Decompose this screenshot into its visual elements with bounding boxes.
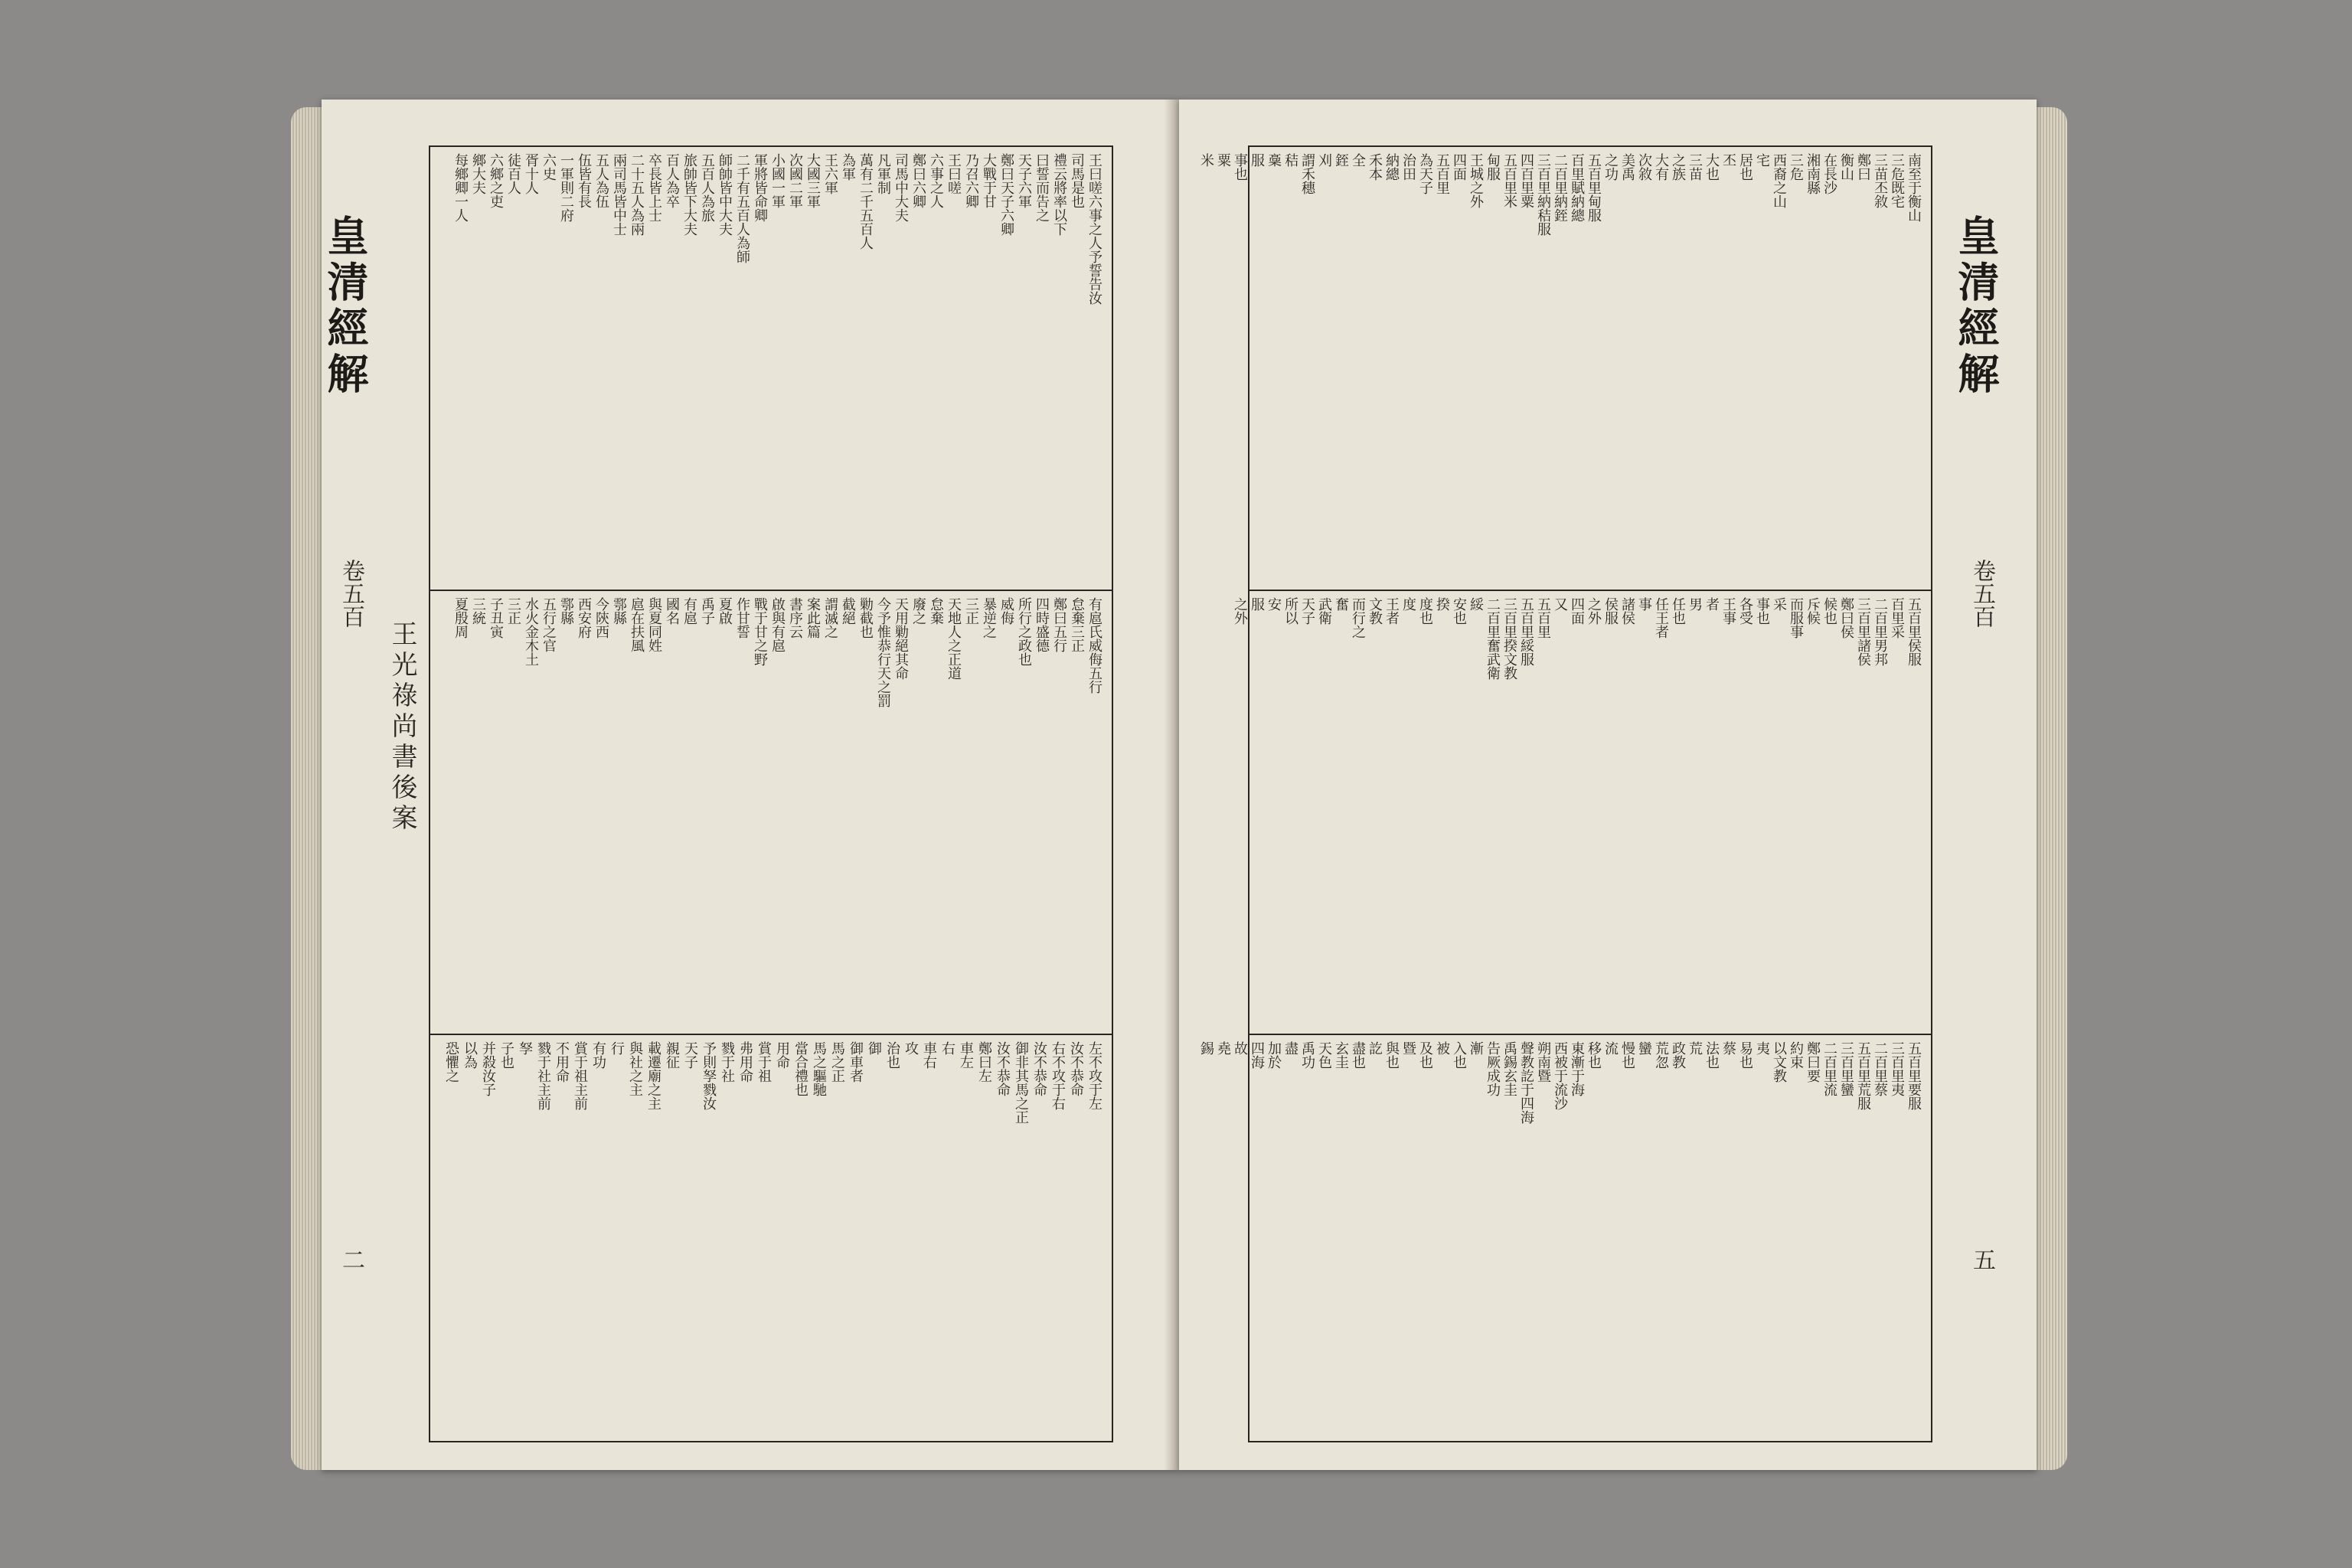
text-column: 右不攻于右 <box>1050 1041 1066 1110</box>
text-column: 王曰嗟 <box>946 153 962 194</box>
text-column: 二百里流 <box>1821 1041 1838 1096</box>
left-text-band-middle <box>436 597 1102 1026</box>
text-column: 四百里粟 <box>1518 153 1534 208</box>
text-column: 王六軍 <box>822 153 838 194</box>
text-column: 王者 <box>1383 597 1400 625</box>
text-column: 國名 <box>664 597 680 625</box>
text-column: 安也 <box>1451 597 1467 625</box>
text-column: 禹功 <box>1299 1041 1315 1069</box>
text-column: 水火金木土 <box>523 597 539 666</box>
text-column: 右 <box>939 1041 956 1055</box>
text-column: 全 <box>1350 153 1366 167</box>
text-column: 六事之人 <box>928 153 944 208</box>
text-column: 二百里奮武衛 <box>1485 597 1501 680</box>
text-column: 被 <box>1434 1041 1450 1055</box>
text-column: 五百里甸服 <box>1586 153 1602 222</box>
text-column: 六鄉之吏 <box>488 153 504 208</box>
text-column: 三苗丕敘 <box>1872 153 1888 208</box>
text-column: 啟與有扈 <box>769 597 786 652</box>
text-column: 堯 <box>1215 1041 1231 1055</box>
text-column: 孥 <box>517 1041 533 1055</box>
text-column: 百里賦納總 <box>1569 153 1585 222</box>
left-text-band-bottom <box>436 1041 1102 1432</box>
text-column: 百里采 <box>1889 597 1905 639</box>
text-column: 蠻 <box>1636 1041 1652 1055</box>
text-column: 刈 <box>1316 153 1332 167</box>
text-column: 之外 <box>1586 597 1602 625</box>
right-margin-page-number: 五 <box>1968 1248 1995 1271</box>
text-column: 三百里蠻 <box>1838 1041 1854 1096</box>
text-column: 朔南暨 <box>1535 1041 1551 1083</box>
text-column: 兩司馬皆中士 <box>611 153 627 236</box>
text-column: 五百里荒服 <box>1855 1041 1871 1110</box>
text-column: 王城之外 <box>1468 153 1484 208</box>
text-column: 戮于社 <box>719 1041 735 1083</box>
text-column: 天子六軍 <box>1016 153 1032 208</box>
text-column: 三苗 <box>1687 153 1703 181</box>
text-column: 今予惟恭行天之罰 <box>875 597 891 707</box>
text-column: 鄠縣 <box>558 597 574 625</box>
text-column: 約束 <box>1788 1041 1804 1069</box>
left-band-divider-1 <box>429 590 1112 591</box>
left-text-band-top <box>436 153 1102 582</box>
text-column: 曰誓而告之 <box>1034 153 1050 222</box>
text-column: 荒忽 <box>1653 1041 1669 1069</box>
text-column: 所行之政也 <box>1016 597 1032 666</box>
open-book <box>291 92 2067 1493</box>
text-column: 稾 <box>1266 153 1282 167</box>
text-column: 今陝西 <box>593 597 609 639</box>
text-column: 而服事 <box>1788 597 1804 639</box>
text-column: 四面 <box>1569 597 1585 625</box>
text-column: 馬之正 <box>829 1041 845 1083</box>
text-column: 玄圭 <box>1333 1041 1349 1069</box>
text-column: 納總 <box>1383 153 1400 181</box>
text-column: 者 <box>1704 597 1720 611</box>
text-column: 四面 <box>1451 153 1467 181</box>
text-column: 天用勦絕其命 <box>893 597 909 680</box>
text-column: 二百里蔡 <box>1872 1041 1888 1096</box>
text-column: 作甘誓 <box>734 597 750 639</box>
text-column: 暨 <box>1400 1041 1416 1055</box>
left-page <box>322 100 1179 1470</box>
text-column: 予則孥戮汝 <box>701 1041 717 1110</box>
text-column: 車右 <box>921 1041 937 1069</box>
text-column: 西被于流沙 <box>1552 1041 1568 1110</box>
text-column: 四時盛德 <box>1034 597 1050 652</box>
right-text-band-bottom <box>1198 1041 1922 1432</box>
text-column: 度 <box>1400 597 1416 611</box>
text-column: 大有 <box>1653 153 1669 181</box>
text-column: 易也 <box>1737 1041 1753 1069</box>
text-column: 萬有二千五百人 <box>858 153 874 250</box>
text-column: 與夏同姓 <box>646 597 662 652</box>
text-column: 有扈氏威侮五行 <box>1086 597 1102 694</box>
text-column: 伍皆有長 <box>576 153 592 208</box>
text-column: 丕 <box>1720 153 1736 167</box>
text-column: 并殺汝子 <box>480 1041 496 1096</box>
text-column: 三百里納秸服 <box>1535 153 1551 236</box>
text-column: 車左 <box>958 1041 974 1069</box>
text-column: 乃召六卿 <box>963 153 979 208</box>
text-column: 三百里夷 <box>1889 1041 1905 1096</box>
text-column: 書序云 <box>787 597 803 639</box>
text-column: 五百里綏服 <box>1518 597 1534 666</box>
text-column: 移也 <box>1586 1041 1602 1069</box>
text-column: 米 <box>1198 153 1214 167</box>
left-band-divider-2 <box>429 1034 1112 1035</box>
text-column: 百人為卒 <box>664 153 680 208</box>
text-column: 鄭曰 <box>1855 153 1871 181</box>
text-column: 三百里諸侯 <box>1855 597 1871 666</box>
text-column: 聲教訖于四海 <box>1518 1041 1534 1124</box>
text-column: 賞于祖 <box>756 1041 772 1083</box>
text-column: 侯服 <box>1602 597 1619 625</box>
text-column: 有扈 <box>681 597 697 625</box>
text-column: 不用命 <box>554 1041 570 1083</box>
text-column: 與也 <box>1383 1041 1400 1069</box>
text-column: 小國一軍 <box>769 153 786 208</box>
left-author-attribution: 王光祿尚書後案 <box>387 620 417 835</box>
text-column: 賞于祖主前 <box>572 1041 588 1110</box>
text-column: 又 <box>1552 597 1568 611</box>
text-column: 事也 <box>1754 597 1770 625</box>
text-column: 軍將皆命卿 <box>752 153 768 222</box>
text-column: 怠棄 <box>928 597 944 625</box>
text-column: 天地人之正道 <box>946 597 962 680</box>
text-column: 天色 <box>1316 1041 1332 1069</box>
text-column: 次國二軍 <box>787 153 803 208</box>
text-column: 事 <box>1636 597 1652 611</box>
right-margin-volume: 卷五百 <box>1968 559 1995 628</box>
text-column: 加於 <box>1266 1041 1282 1069</box>
text-column: 男 <box>1687 597 1703 611</box>
left-margin-volume: 卷五百 <box>338 559 364 628</box>
text-column: 政教 <box>1670 1041 1686 1069</box>
text-column: 五行之官 <box>541 597 557 652</box>
text-column: 湘南縣 <box>1805 153 1821 194</box>
right-text-band-top <box>1198 153 1922 582</box>
text-column: 二千有五百人為師 <box>734 153 750 263</box>
text-column: 而行之 <box>1350 597 1366 639</box>
right-text-band-middle <box>1232 597 1922 1026</box>
text-column: 親征 <box>664 1041 680 1069</box>
text-column: 銍 <box>1333 153 1349 167</box>
text-column: 鄭曰要 <box>1805 1041 1821 1083</box>
text-column: 及也 <box>1417 1041 1433 1069</box>
text-column: 用命 <box>774 1041 790 1069</box>
text-column: 天子 <box>682 1041 698 1069</box>
text-column: 三危既宅 <box>1889 153 1905 208</box>
text-column: 為軍 <box>840 153 856 181</box>
text-column: 鄉大夫 <box>470 153 486 194</box>
left-margin-title: 皇清經解 <box>321 214 370 398</box>
text-column: 采 <box>1771 597 1787 611</box>
text-column: 行 <box>609 1041 625 1055</box>
text-column: 有功 <box>590 1041 606 1069</box>
text-column: 鄭曰六卿 <box>910 153 926 208</box>
text-column: 甸服 <box>1485 153 1501 181</box>
text-column: 卒長皆上士 <box>646 153 662 222</box>
text-column: 戮于社主前 <box>535 1041 551 1110</box>
text-column: 秸 <box>1282 153 1298 167</box>
text-column: 三百里揆文教 <box>1501 597 1517 680</box>
text-column: 鄭曰左 <box>976 1041 992 1083</box>
text-column: 宅 <box>1754 153 1770 167</box>
text-column: 流 <box>1602 1041 1619 1055</box>
text-column: 二十五人為兩 <box>629 153 645 236</box>
text-column: 訖 <box>1367 1041 1383 1055</box>
text-column: 汝不恭命 <box>1031 1041 1047 1096</box>
text-column: 怠棄三正 <box>1069 597 1085 652</box>
text-column: 所以 <box>1282 597 1298 625</box>
text-column: 諸侯 <box>1619 597 1635 625</box>
text-column: 之功 <box>1602 153 1619 181</box>
text-column: 美禹 <box>1619 153 1635 181</box>
text-column: 禹子 <box>699 597 715 625</box>
text-column: 汝不恭命 <box>1068 1041 1084 1096</box>
text-column: 大也 <box>1704 153 1720 181</box>
text-column: 每鄉卿一人 <box>452 153 469 222</box>
text-column: 五百里侯服 <box>1906 597 1922 666</box>
text-column: 鄭曰五行 <box>1051 597 1067 652</box>
text-column: 一軍則二府 <box>558 153 574 222</box>
text-column: 東漸于海 <box>1569 1041 1585 1096</box>
text-column: 五百里 <box>1535 597 1551 639</box>
text-column: 禹錫玄圭 <box>1501 1041 1517 1096</box>
text-column: 案此篇 <box>805 597 821 639</box>
text-column: 司馬是也 <box>1069 153 1085 208</box>
text-column: 斥候 <box>1805 597 1821 625</box>
text-column: 服 <box>1249 597 1265 611</box>
text-column: 盡 <box>1282 1041 1298 1055</box>
text-column: 各受 <box>1737 597 1753 625</box>
text-column: 鄭曰天子六卿 <box>998 153 1014 236</box>
left-margin-page-number: 二 <box>338 1248 364 1271</box>
text-column: 載遷廟之主 <box>645 1041 662 1110</box>
text-column: 三統 <box>470 597 486 625</box>
text-column: 三正 <box>963 597 979 625</box>
text-column: 與社之主 <box>627 1041 643 1096</box>
text-column: 五百里 <box>1434 153 1450 194</box>
right-band-divider-2 <box>1248 1034 1931 1035</box>
text-column: 師帥皆中大夫 <box>717 153 733 236</box>
text-column: 天子 <box>1299 597 1315 625</box>
text-column: 錫 <box>1198 1041 1214 1055</box>
text-column: 揆 <box>1434 597 1450 611</box>
text-column: 徒百人 <box>505 153 521 194</box>
text-column: 居也 <box>1737 153 1753 181</box>
text-column: 弗用命 <box>737 1041 753 1083</box>
text-column: 暴逆之 <box>981 597 997 639</box>
text-column: 五百里要服 <box>1906 1041 1922 1110</box>
text-column: 為天子 <box>1417 153 1433 194</box>
text-column: 入也 <box>1451 1041 1467 1069</box>
text-column: 蔡 <box>1720 1041 1736 1055</box>
text-column: 恐懼之 <box>443 1041 459 1083</box>
text-column: 五人為伍 <box>593 153 609 208</box>
text-column: 禾本 <box>1367 153 1383 181</box>
text-column: 大戰于甘 <box>981 153 997 208</box>
text-column: 任王者 <box>1653 597 1669 639</box>
text-column: 故 <box>1232 1041 1248 1055</box>
text-column: 戰于甘之野 <box>752 597 768 666</box>
text-column: 夷 <box>1754 1041 1770 1055</box>
text-column: 四海 <box>1249 1041 1265 1069</box>
text-column: 五百里米 <box>1501 153 1517 208</box>
text-column: 武衛 <box>1316 597 1332 625</box>
text-column: 任也 <box>1670 597 1686 625</box>
text-column: 綏 <box>1468 597 1484 611</box>
text-column: 謂禾穗 <box>1299 153 1315 194</box>
text-column: 左不攻于左 <box>1086 1041 1102 1110</box>
text-column: 文教 <box>1367 597 1383 625</box>
text-column: 粟 <box>1215 153 1231 167</box>
text-column: 二百里男邦 <box>1872 597 1888 666</box>
text-column: 以為 <box>462 1041 478 1069</box>
right-page <box>1179 100 2037 1470</box>
text-column: 西裔之山 <box>1771 153 1787 208</box>
text-column: 在長沙 <box>1821 153 1838 194</box>
text-column: 南至于衡山 <box>1906 153 1922 222</box>
text-column: 鄭曰侯 <box>1838 597 1854 639</box>
text-column: 廢之 <box>910 597 926 625</box>
text-column: 汝不恭命 <box>995 1041 1011 1096</box>
text-column: 次敘 <box>1636 153 1652 181</box>
text-column: 服 <box>1249 153 1265 167</box>
text-column: 扈在扶風 <box>629 597 645 652</box>
text-column: 凡軍制 <box>875 153 891 194</box>
text-column: 之族 <box>1670 153 1686 181</box>
text-column: 漸 <box>1468 1041 1484 1055</box>
text-column: 夏啟 <box>717 597 733 625</box>
text-column: 御 <box>866 1041 882 1055</box>
text-column: 安 <box>1266 597 1282 611</box>
text-column: 謂滅之 <box>822 597 838 639</box>
text-column: 之外 <box>1232 597 1248 625</box>
text-column: 馬之驅馳 <box>811 1041 827 1096</box>
text-column: 王曰嗟六事之人予誓告汝 <box>1086 153 1102 305</box>
text-column: 鄠縣 <box>611 597 627 625</box>
text-column: 攻 <box>903 1041 919 1055</box>
text-column: 告厥成功 <box>1485 1041 1501 1096</box>
text-column: 御車者 <box>848 1041 864 1083</box>
text-column: 胥十人 <box>523 153 539 194</box>
text-column: 旅帥皆下大夫 <box>681 153 697 236</box>
text-column: 度也 <box>1417 597 1433 625</box>
text-column: 三危 <box>1788 153 1804 181</box>
text-column: 以文教 <box>1771 1041 1787 1083</box>
text-column: 威侮 <box>998 597 1014 625</box>
text-column: 截絕 <box>840 597 856 625</box>
text-column: 勦截也 <box>858 597 874 639</box>
text-column: 子也 <box>498 1041 514 1069</box>
right-margin-title: 皇清經解 <box>1952 214 2001 398</box>
text-column: 王事 <box>1720 597 1736 625</box>
right-band-divider-1 <box>1248 590 1931 591</box>
text-column: 事也 <box>1232 153 1248 181</box>
text-column: 禮云將率以下 <box>1051 153 1067 236</box>
text-column: 御非其馬之正 <box>1013 1041 1029 1124</box>
text-column: 大國三軍 <box>805 153 821 208</box>
text-column: 候也 <box>1821 597 1838 625</box>
text-column: 六史 <box>541 153 557 181</box>
text-column: 當合禮也 <box>792 1041 808 1096</box>
text-column: 夏殷周 <box>452 597 469 639</box>
text-column: 西安府 <box>576 597 592 639</box>
text-column: 衡山 <box>1838 153 1854 181</box>
text-column: 三正 <box>505 597 521 625</box>
text-column: 盡也 <box>1350 1041 1366 1069</box>
text-column: 奮 <box>1333 597 1349 611</box>
text-column: 法也 <box>1704 1041 1720 1069</box>
text-column: 荒 <box>1687 1041 1703 1055</box>
text-column: 五百人為旅 <box>699 153 715 222</box>
text-column: 子丑寅 <box>488 597 504 639</box>
text-column: 治田 <box>1400 153 1416 181</box>
text-column: 司馬中大夫 <box>893 153 909 222</box>
text-column: 治也 <box>884 1041 900 1069</box>
text-column: 慢也 <box>1619 1041 1635 1069</box>
text-column: 二百里納銍 <box>1552 153 1568 222</box>
